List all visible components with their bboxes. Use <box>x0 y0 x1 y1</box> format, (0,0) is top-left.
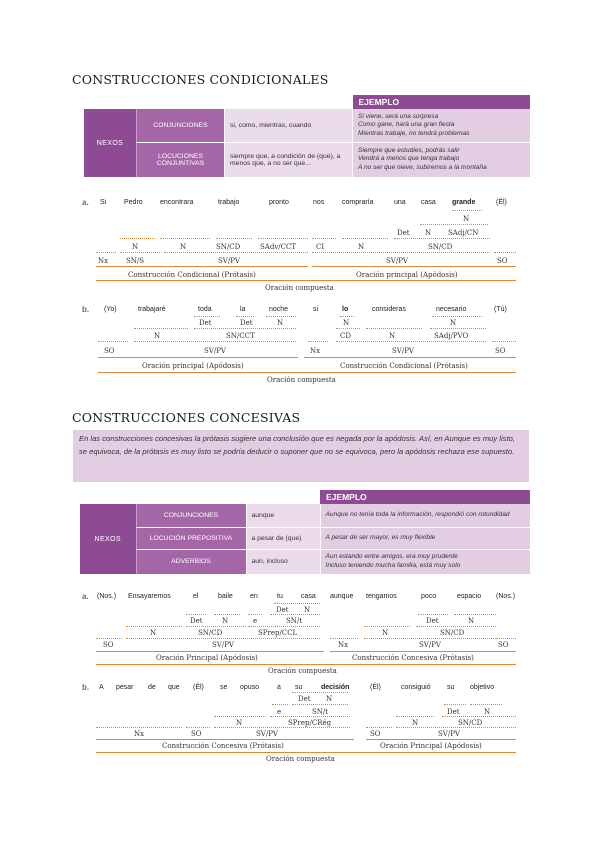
analysis-underline <box>98 372 516 373</box>
syntax-label: SN/CD <box>428 243 453 251</box>
category-locuciones: LOCUCIONES CONJUNTIVAS <box>137 142 225 177</box>
sentence-word: (Él) <box>370 684 381 691</box>
sentence-word: (Nos.) <box>97 593 117 600</box>
analysis-underline <box>120 238 155 239</box>
analysis-underline <box>340 316 354 317</box>
section-title-concessive: CONSTRUCCIONES CONCESIVAS <box>72 410 301 425</box>
analysis-underline <box>194 328 296 329</box>
syntax-label: SV/PV <box>392 347 414 355</box>
example-letter: b. <box>82 305 90 314</box>
analysis-underline <box>248 614 262 615</box>
values-adverbios: aun, incluso <box>246 549 320 574</box>
syntax-label: Oración compuesta <box>268 667 337 675</box>
concessive-nexus-table <box>80 490 530 575</box>
sentence-word: trabajo <box>218 199 240 206</box>
syntax-label: N <box>326 695 333 703</box>
syntax-label: SN/CD <box>440 629 465 637</box>
syntax-label: SV/PV <box>438 730 460 738</box>
analysis-underline <box>312 238 336 239</box>
analysis-underline <box>186 727 210 728</box>
syntax-label: SO <box>497 257 508 265</box>
analysis-underline <box>420 224 488 225</box>
sentence-word: opuso <box>240 684 260 691</box>
syntax-label: N <box>180 243 187 251</box>
sentence-word: casa <box>421 199 436 206</box>
syntax-label: SAdj/PVO <box>434 332 469 340</box>
sentence-word: grande <box>452 199 476 206</box>
example-letter: a. <box>82 198 89 207</box>
syntax-label: Construcción Concesiva (Prótasis) <box>162 742 284 750</box>
syntax-label: SN/CD <box>198 629 223 637</box>
sentence-word: la <box>240 306 246 313</box>
syntax-label: N <box>222 617 229 625</box>
category-adverbios: ADVERBIOS <box>136 549 246 574</box>
syntax-label: N <box>425 229 432 237</box>
syntax-label: Construcción Concesiva (Prótasis) <box>352 654 474 662</box>
syntax-label: Oración Principal (Apódosis) <box>380 742 482 750</box>
analysis-underline <box>470 704 502 705</box>
analysis-underline <box>430 328 486 329</box>
syntax-label: N <box>277 319 284 327</box>
syntax-label: SAdv/CCT <box>260 243 297 251</box>
category-conjunciones: CONJUNCIONES <box>136 504 246 527</box>
syntax-label: SN/t <box>312 708 329 716</box>
syntax-label: SO <box>495 347 506 355</box>
analysis-underline <box>272 704 288 705</box>
analysis-underline <box>274 603 320 604</box>
analysis-underline <box>134 328 188 329</box>
syntax-label: SN/CD <box>216 243 241 251</box>
analysis-underline <box>452 210 482 211</box>
analysis-underline <box>454 614 496 615</box>
examples-conjunciones: Si viene, será una sorpresa Como gane, hará una gran fiesta Mientras trabaje, no tendrá problemas <box>353 109 531 142</box>
analysis-underline <box>336 341 486 342</box>
example-letter: b. <box>82 683 90 692</box>
analysis-underline <box>216 238 252 239</box>
syntax-label: N <box>389 332 396 340</box>
sentence-word: casa <box>301 593 316 600</box>
sentence-word: poco <box>421 593 437 600</box>
syntax-label: Det <box>426 617 439 625</box>
sentence-word: tu <box>277 593 283 600</box>
syntax-label: SV/PV <box>256 730 278 738</box>
analysis-underline <box>394 238 490 239</box>
syntax-label: Oración compuesta <box>267 376 336 384</box>
sentence-word: (Él) <box>496 199 507 206</box>
analysis-underline <box>186 614 206 615</box>
analysis-underline <box>292 692 348 693</box>
analysis-underline <box>442 716 516 717</box>
sentence-word: (Nos.) <box>496 593 516 600</box>
syntax-label: SAdj/CN <box>448 229 479 237</box>
analysis-underline <box>418 614 448 615</box>
syntax-label: Oración compuesta <box>266 755 335 763</box>
sentence-word: a <box>277 684 281 691</box>
syntax-label: CD <box>340 332 351 340</box>
sentence-word: toda <box>198 306 212 313</box>
syntax-label: Det <box>298 695 311 703</box>
syntax-label: N <box>450 319 457 327</box>
syntax-label: N <box>132 243 139 251</box>
analysis-underline <box>432 316 482 317</box>
sentence-word: si <box>313 306 319 313</box>
analysis-underline <box>342 238 388 239</box>
sentence-word: objetivo <box>470 684 495 691</box>
syntax-label: Oración compuesta <box>265 284 334 292</box>
analysis-underline <box>126 638 320 639</box>
syntax-label: Nx <box>134 730 145 738</box>
syntax-label: CI <box>316 243 325 251</box>
analysis-underline <box>214 727 350 728</box>
syntax-label: SV/PV <box>204 347 226 355</box>
example-header: EJEMPLO <box>353 95 531 109</box>
conditional-nexus-table <box>84 95 530 178</box>
analysis-underline <box>160 238 210 239</box>
analysis-underline <box>96 280 516 281</box>
analysis-underline <box>126 626 182 627</box>
sentence-word: Pedro <box>124 199 143 206</box>
category-locucion: LOCUCIÓN PREPOSITIVA <box>136 527 246 549</box>
sentence-word: su <box>447 684 455 691</box>
analysis-underline <box>494 252 516 253</box>
values-conjunciones: si, como, mientras, cuando <box>225 109 353 142</box>
syntax-label: SPrep/CRég <box>288 719 332 727</box>
syntax-label: Nx <box>310 347 321 355</box>
sentence-word: Ensayaremos <box>128 593 171 600</box>
syntax-label: SV/PV <box>419 641 441 649</box>
syntax-label: N <box>343 319 350 327</box>
analysis-underline <box>312 266 516 267</box>
sentence-word: decisión <box>321 684 350 691</box>
syntax-label: SO <box>370 730 381 738</box>
analysis-underline <box>96 651 324 652</box>
syntax-label: SV/PV <box>212 641 234 649</box>
sentence-word: compraría <box>342 199 374 206</box>
analysis-underline <box>304 357 516 358</box>
values-conjunciones: aunque <box>246 504 320 527</box>
sentence-word: pesar <box>116 684 134 691</box>
nexos-label: NEXOS <box>80 504 136 574</box>
analysis-underline <box>96 664 516 665</box>
analysis-underline <box>336 328 360 329</box>
analysis-underline <box>366 739 516 740</box>
analysis-underline <box>292 704 348 705</box>
analysis-underline <box>186 626 246 627</box>
category-conjunciones: CONJUNCIONES <box>137 109 225 142</box>
syntax-label: SV/PV <box>386 257 408 265</box>
sentence-word: que <box>168 684 180 691</box>
analysis-underline <box>444 704 466 705</box>
examples-locuciones: Siempre que estudies, podrás salir Vendrá a menos que tenga trabajo A no ser que nieve, subiremos a la montaña <box>353 142 531 177</box>
analysis-underline <box>270 716 350 717</box>
syntax-label: N <box>463 215 470 223</box>
syntax-label: Det <box>190 617 203 625</box>
syntax-label: N <box>468 617 475 625</box>
analysis-underline <box>396 716 434 717</box>
analysis-underline <box>312 252 490 253</box>
analysis-underline <box>164 252 308 253</box>
syntax-label: Construcción Condicional (Prótasis) <box>128 271 256 279</box>
analysis-underline <box>236 316 254 317</box>
analysis-underline <box>194 316 220 317</box>
sentence-word: baile <box>218 593 233 600</box>
analysis-underline <box>330 638 358 639</box>
syntax-label: SN/CCT <box>226 332 255 340</box>
analysis-underline <box>134 341 296 342</box>
syntax-label: N <box>358 243 365 251</box>
sentence-word: A <box>99 684 104 691</box>
analysis-underline <box>214 614 240 615</box>
analysis-underline <box>308 341 328 342</box>
analysis-underline <box>416 626 496 627</box>
syntax-label: N <box>154 332 161 340</box>
analysis-underline <box>248 626 320 627</box>
examples-adverbios: Aun estando entre amigos, era muy prudente Incluso teniendo mucha familia, está muy solo <box>320 549 530 574</box>
syntax-label: N <box>484 708 491 716</box>
sentence-word: necesario <box>436 306 467 313</box>
syntax-label: SN/CD <box>458 719 483 727</box>
analysis-underline <box>98 341 128 342</box>
syntax-label: SPrep/CCL <box>258 629 298 637</box>
analysis-underline <box>96 252 116 253</box>
examples-conjunciones: Aunque no tenía toda la información, respondió con rotundidad <box>320 504 530 527</box>
sentence-word: su <box>295 684 303 691</box>
sentence-word: aunque <box>330 593 354 600</box>
values-locuciones: siempre que, a condición de (que), a menos que, a no ser que... <box>225 142 353 177</box>
sentence-word: espacio <box>457 593 482 600</box>
section-title-conditional: CONSTRUCCIONES CONDICIONALES <box>72 72 329 87</box>
syntax-label: SO <box>103 641 114 649</box>
analysis-underline <box>266 316 296 317</box>
syntax-label: Det <box>276 606 289 614</box>
syntax-label: Construcción Condicional (Prótasis) <box>340 362 468 370</box>
syntax-label: Det <box>199 319 212 327</box>
concessive-intro-text: En las construcciones concesivas la prótasis sugiere una conclusión que es negada por la apódosis. Así, en Aunque es muy listo, se equivoca, de la prótasis es muy listo se podría deducir o suponer que no se equivoca, pero la apódosis rechaza ese supuesto. <box>73 430 529 482</box>
sentence-word: nos <box>313 199 325 206</box>
syntax-label: SO <box>104 347 115 355</box>
sentence-word: se <box>220 684 228 691</box>
syntax-label: N <box>150 629 157 637</box>
analysis-underline <box>364 626 410 627</box>
syntax-label: Oración principal (Apódosis) <box>142 362 244 370</box>
sentence-word: lo <box>342 306 349 313</box>
sentence-word: el <box>193 593 199 600</box>
syntax-label: SO <box>498 641 509 649</box>
sentence-word: consideras <box>372 306 406 313</box>
syntax-label: Oración principal (Apódosis) <box>356 271 458 279</box>
analysis-underline <box>98 357 298 358</box>
analysis-underline <box>396 727 516 728</box>
syntax-label: N <box>412 719 419 727</box>
syntax-label: SN/S <box>126 257 145 265</box>
syntax-label: Oración Principal (Apódosis) <box>156 654 258 662</box>
analysis-underline <box>96 727 182 728</box>
analysis-underline <box>492 341 516 342</box>
syntax-label: Nx <box>338 641 349 649</box>
analysis-underline <box>96 266 308 267</box>
sentence-word: (Yo) <box>104 306 117 313</box>
syntax-label: SN/t <box>286 617 303 625</box>
syntax-label: e <box>253 617 258 625</box>
syntax-label: Det <box>397 229 410 237</box>
sentence-word: noche <box>269 306 289 313</box>
sentence-word: (Tú) <box>494 306 507 313</box>
syntax-label: N <box>382 629 389 637</box>
analysis-underline <box>330 651 516 652</box>
sentence-word: una <box>394 199 406 206</box>
example-letter: a. <box>82 592 89 601</box>
values-locucion: a pesar de (que) <box>246 527 320 549</box>
analysis-underline <box>96 739 354 740</box>
sentence-word: encontrara <box>160 199 194 206</box>
analysis-underline <box>270 614 320 615</box>
analysis-underline <box>496 638 516 639</box>
sentence-word: de <box>148 684 156 691</box>
analysis-underline <box>364 638 496 639</box>
analysis-underline <box>120 252 160 253</box>
analysis-underline <box>366 727 392 728</box>
sentence-word: tengamos <box>366 593 397 600</box>
analysis-underline <box>258 238 308 239</box>
examples-locucion: A pesar de ser mayor, es muy flexible <box>320 527 530 549</box>
analysis-underline <box>366 328 422 329</box>
analysis-underline <box>96 752 516 753</box>
syntax-label: Nx <box>98 257 109 265</box>
syntax-label: N <box>236 719 243 727</box>
nexos-label: NEXOS <box>84 109 137 177</box>
sentence-word: Si <box>100 199 107 206</box>
syntax-label: N <box>304 606 311 614</box>
sentence-word: trabajaré <box>138 306 166 313</box>
syntax-label: e <box>277 708 282 716</box>
analysis-underline <box>214 716 266 717</box>
syntax-label: Det <box>240 319 253 327</box>
example-header: EJEMPLO <box>320 490 530 504</box>
sentence-word: (Él) <box>193 684 204 691</box>
sentence-word: en <box>250 593 258 600</box>
syntax-label: SO <box>191 730 202 738</box>
syntax-label: SV/PV <box>218 257 240 265</box>
analysis-underline <box>96 638 122 639</box>
syntax-label: Det <box>447 708 460 716</box>
sentence-word: consiguió <box>401 684 431 691</box>
sentence-word: pronto <box>269 199 289 206</box>
